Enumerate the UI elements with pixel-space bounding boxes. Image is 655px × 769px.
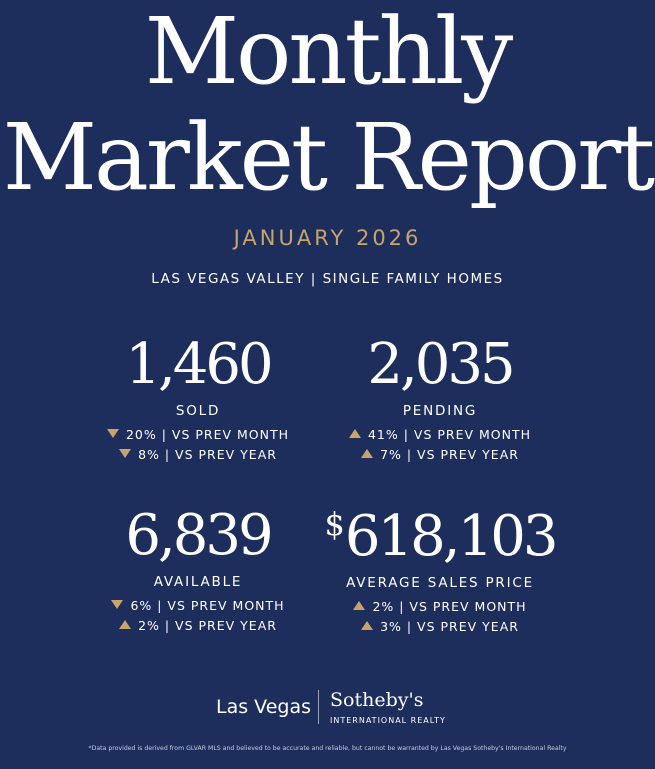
change-text: 8% | VS PREV YEAR [138,447,277,462]
stat-average-sales-price [290,504,590,637]
change-text: 20% | VS PREV MONTH [125,427,290,442]
currency-symbol: $ [324,505,345,543]
change-text: 41% | VS PREV MONTH [367,427,532,442]
stat-changes [290,597,590,637]
change-text: 3% | VS PREV YEAR [380,619,519,634]
change-text: 6% | VS PREV MONTH [130,598,285,613]
triangle-up-icon [349,429,361,438]
stat-label: PENDING [402,403,478,419]
stat-value: 1,460 [125,332,271,397]
change-row [290,445,590,465]
triangle-up-icon [353,601,365,610]
change-text: 2% | VS PREV MONTH [372,599,527,614]
disclaimer: *Data provided is derived from GLVAR MLS and believed to be accurate and reliable, but cannot be warranted by Las Vegas Sotheby's International Realty [88,745,567,752]
triangle-up-icon [119,620,131,629]
stat-changes [290,425,590,465]
change-row [290,617,590,637]
logo-city: Las Vegas [216,696,311,718]
triangle-down-icon [107,429,119,438]
logo-divider [318,690,319,724]
stat-value-wrapper [290,504,590,569]
stat-label: AVERAGE SALES PRICE [346,575,534,591]
triangle-up-icon [361,449,373,458]
title-line-1: Monthly [144,0,511,105]
change-text: 7% | VS PREV YEAR [380,447,519,462]
title-line-2: Market Report [2,104,653,211]
change-row [290,425,590,445]
stat-value: 6,839 [125,503,271,568]
stat-value: 618,103 [344,504,556,569]
logo-brand-sub: INTERNATIONAL REALTY [330,716,446,725]
triangle-down-icon [119,449,131,458]
brand-logo [0,688,655,728]
triangle-up-icon [361,621,373,630]
change-row [290,597,590,617]
stat-label: SOLD [175,403,221,419]
triangle-down-icon [111,600,123,609]
stat-value: 2,035 [367,332,513,397]
logo-brand: Sotheby's [330,689,424,711]
stat-label: AVAILABLE [153,574,243,590]
change-text: 2% | VS PREV YEAR [138,618,277,633]
stat-pending [290,332,590,465]
report-month: JANUARY 2026 [233,226,422,250]
report-region: LAS VEGAS VALLEY | SINGLE FAMILY HOMES [151,271,504,287]
